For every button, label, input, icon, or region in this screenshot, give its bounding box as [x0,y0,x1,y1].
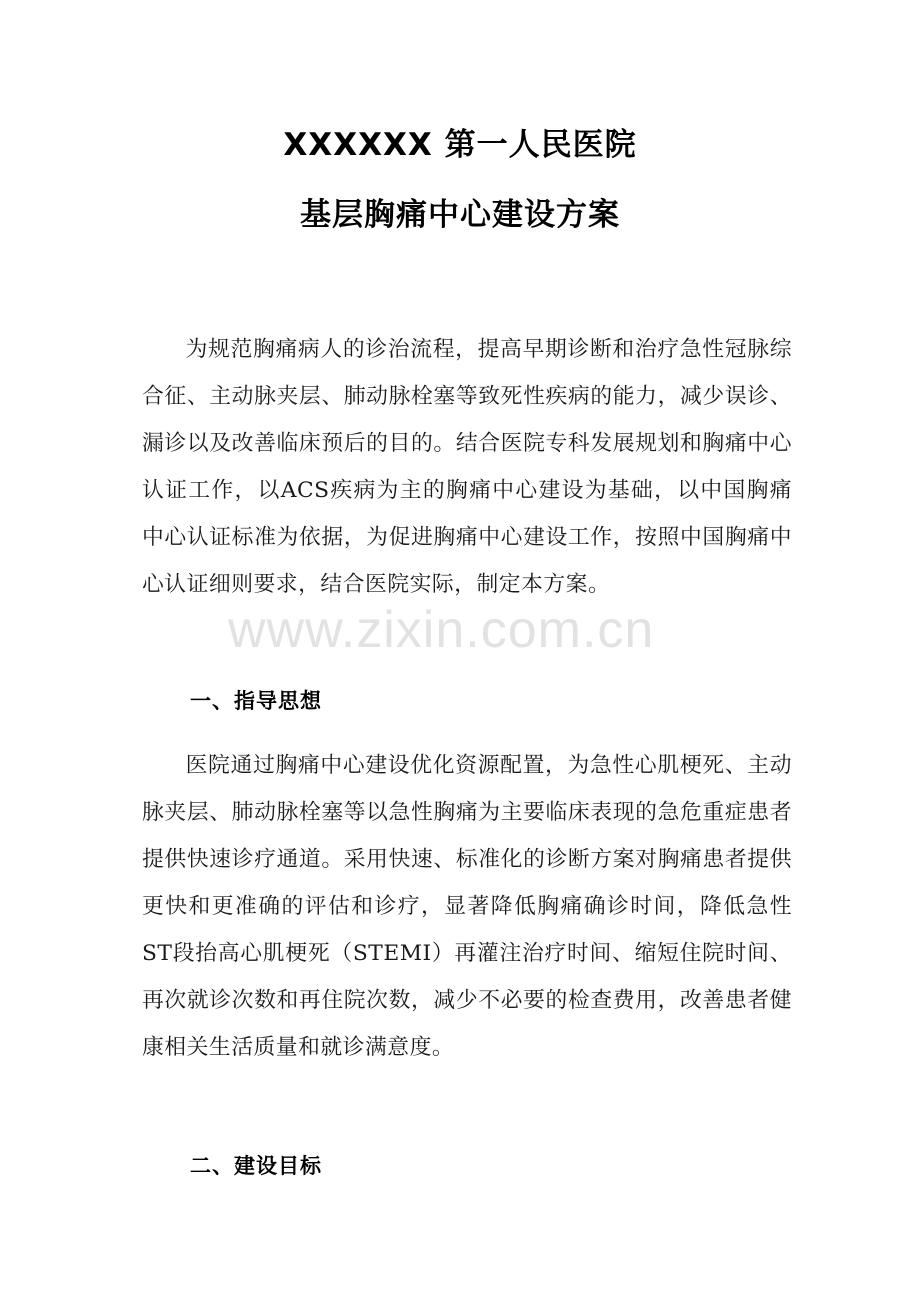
document-title-line1: XXXXXX 第一人民医院 [283,127,637,163]
section-heading-guiding-ideology: 一、指导思想 [190,689,322,713]
intro-paragraph: 为规范胸痛病人的诊治流程，提高早期诊断和治疗急性冠脉综合征、主动脉夹层、肺动脉栓塞等致死性疾病的能力，减少误诊、漏诊以及改善临床预后的目的。结合医院专科发展规划和胸痛中心认证工作，以ACS疾病为主的胸痛中心建设为基础，以中国胸痛中心认证标准为依据，为促进胸痛中心建设工作，按照中国胸痛中心认证细则要求，结合医院实际，制定本方案。 [142,337,792,597]
watermark-text: www.zixin.com.cn [228,601,655,659]
section-paragraph-guiding-ideology: 医院通过胸痛中心建设优化资源配置，为急性心肌梗死、主动脉夹层、肺动脉栓塞等以急性胸痛为主要临床表现的急危重症患者提供快速诊疗通道。采用快速、标准化的诊断方案对胸痛患者提供更快和更准确的评估和诊疗，显著降低胸痛确诊时间，降低急性ST段抬高心肌梗死（STEMI）再灌注治疗时间、缩短住院时间、再次就诊次数和再住院次数，减少不必要的检查费用，改善患者健康相关生活质量和就诊满意度。 [142,753,792,1060]
section-heading-construction-goals: 二、建设目标 [190,1154,322,1178]
document-title-line2: 基层胸痛中心建设方案 [300,197,620,233]
